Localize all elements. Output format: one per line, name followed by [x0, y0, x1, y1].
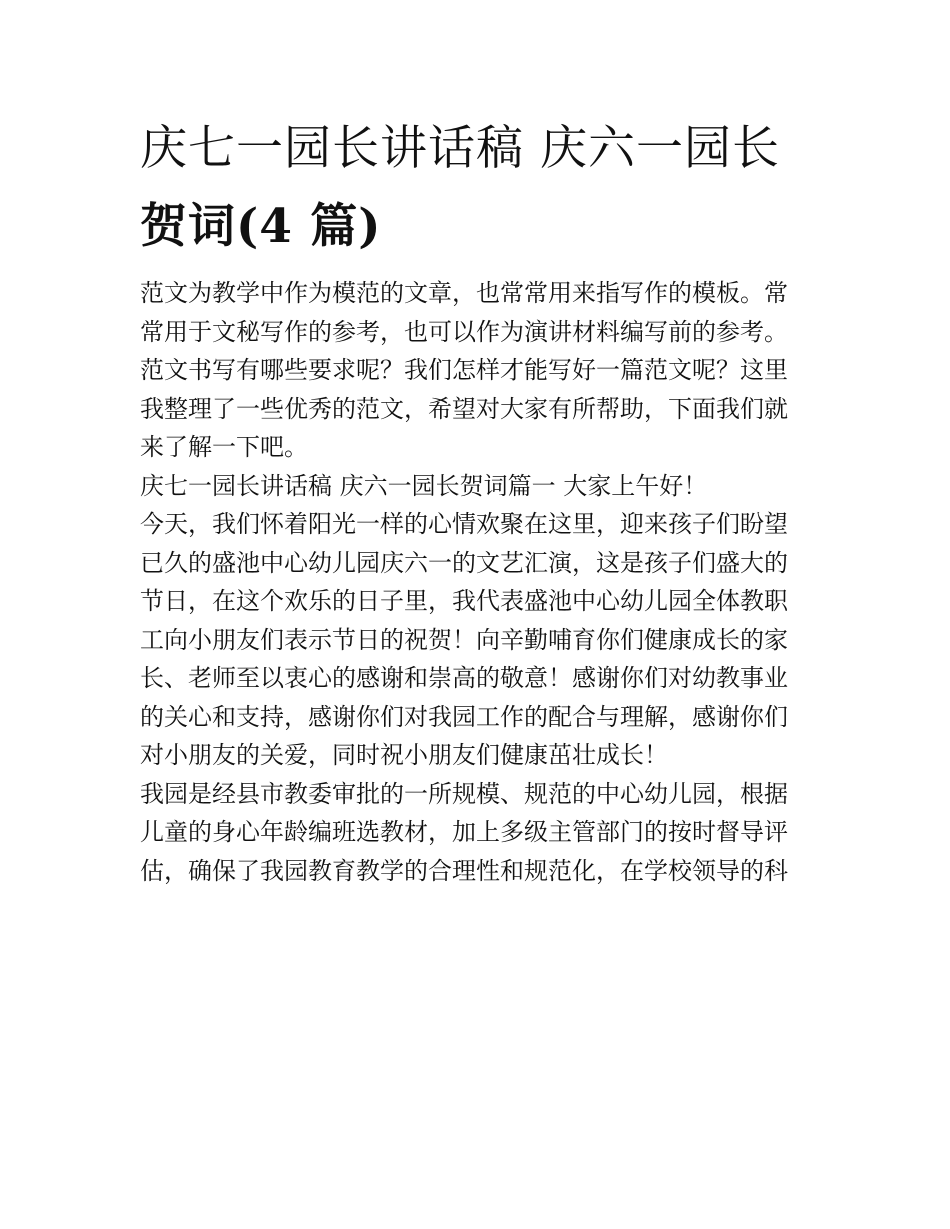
text-line: 我园是经县市教委审批的一所规模、规范的中心幼儿园，根据	[140, 779, 788, 808]
intro-paragraph	[140, 274, 812, 467]
title-line: 贺词(4 篇)	[140, 199, 382, 254]
speech-paragraph	[140, 505, 812, 775]
text-line: 范文书写有哪些要求呢？我们怎样才能写好一篇范文呢？这里	[140, 356, 788, 384]
text-line: 庆七一园长讲话稿 庆六一园长贺词篇一 大家上午好！	[140, 471, 708, 500]
section-heading-paragraph	[140, 467, 812, 506]
document-content	[140, 110, 812, 890]
text-line: 已久的盛池中心幼儿园庆六一的文艺汇演，这是孩子们盛大的	[140, 548, 788, 577]
text-line: 的关心和支持，感谢你们对我园工作的配合与理解，感谢你们	[140, 702, 788, 731]
text-line: 对小朋友的关爱，同时祝小朋友们健康茁壮成长！	[140, 741, 668, 769]
document-body	[140, 274, 812, 890]
text-line: 儿童的身心年龄编班选教材，加上多级主管部门的按时督导评	[140, 818, 788, 846]
text-line: 我整理了一些优秀的范文，希望对大家有所帮助，下面我们就	[140, 394, 788, 423]
text-line: 工向小朋友们表示节日的祝贺！向辛勤哺育你们健康成长的家	[140, 625, 788, 654]
text-line: 来了解一下吧。	[140, 433, 308, 461]
document-title	[140, 110, 812, 266]
text-line: 长、老师至以衷心的感谢和崇高的敬意！感谢你们对幼教事业	[140, 664, 788, 692]
text-line: 范文为教学中作为模范的文章，也常常用来指写作的模板。常	[140, 279, 788, 307]
title-line: 庆七一园长讲话稿 庆六一园长	[140, 121, 780, 176]
speech-paragraph	[140, 775, 812, 891]
text-line: 节日，在这个欢乐的日子里，我代表盛池中心幼儿园全体教职	[140, 587, 788, 615]
text-line: 今天，我们怀着阳光一样的心情欢聚在这里，迎来孩子们盼望	[140, 510, 788, 538]
text-line: 常用于文秘写作的参考，也可以作为演讲材料编写前的参考。	[140, 317, 788, 346]
text-line: 估，确保了我园教育教学的合理性和规范化，在学校领导的科	[140, 856, 788, 885]
